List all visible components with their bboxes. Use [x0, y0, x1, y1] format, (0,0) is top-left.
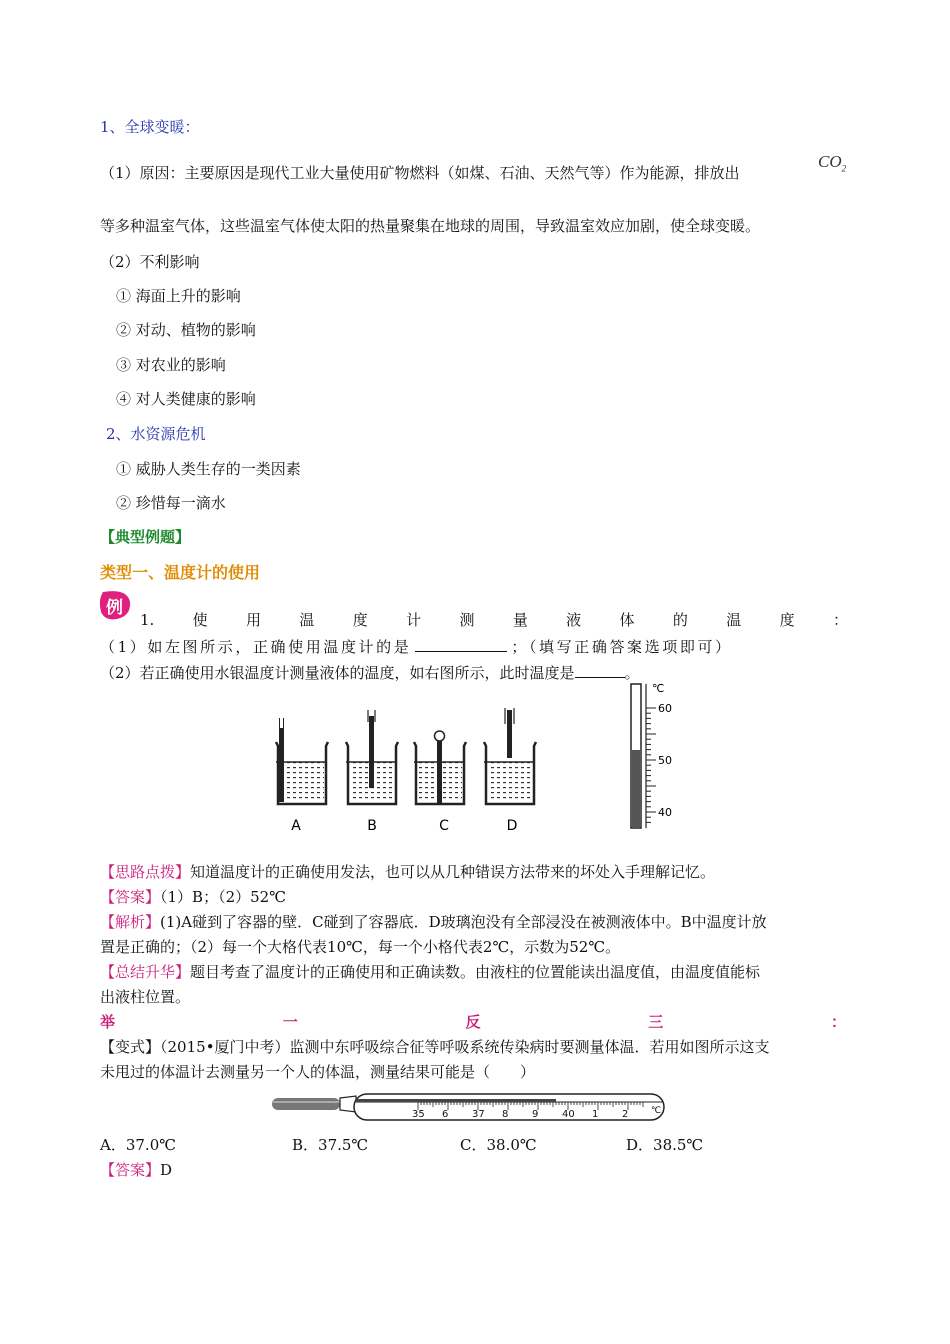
scale-label-40: 40: [658, 806, 672, 819]
variant-title: [100, 1012, 846, 1032]
clin-number: 9: [532, 1109, 539, 1120]
variant-answer-line: [100, 1160, 172, 1180]
scale-unit: ℃: [652, 682, 665, 695]
option-c[interactable]: C．38.0℃: [460, 1136, 537, 1154]
hint-text: 知道温度计的正确使用发法，也可以从几种错误方法带来的坏处入手理解记忆。: [190, 863, 716, 881]
q1-line1-char: 使: [192, 611, 208, 629]
variant-line2: 未甩过的体温计去测量另一个人的体温，测量结果可能是（ ）: [100, 1063, 536, 1081]
summary-text1: 题目考查了温度计的正确使用和正确读数。由液柱的位置能读出温度值，由温度值能标: [190, 963, 761, 981]
answer-label: 【答案】: [100, 888, 161, 906]
type1-title: 类型一、温度计的使用: [100, 563, 261, 582]
analysis-text1: (1)A碰到了容器的壁．C碰到了容器底．D玻璃泡没有全部浸没在被测液体中。B中温度计放: [160, 913, 767, 931]
clin-number: 8: [502, 1109, 509, 1120]
question1-line1: [140, 610, 848, 630]
q1-line1-char: 温: [299, 611, 315, 629]
beaker-b: [346, 710, 398, 804]
variant-title-char: ：: [830, 1013, 846, 1031]
thermometer-c: [437, 736, 442, 804]
examples-title: 【典型例题】: [100, 528, 191, 546]
mercury-column: [632, 750, 640, 828]
variant-title-char: 举: [100, 1013, 116, 1031]
thermometer-a: [279, 718, 284, 802]
variant-answer-label: 【答案】: [100, 1161, 161, 1179]
co2-text: CO: [818, 152, 842, 171]
option-d[interactable]: D．38.5℃: [626, 1136, 704, 1154]
cause-line1: [100, 163, 740, 183]
clin-number: 6: [442, 1109, 449, 1120]
hint-label: 【思路点拨】: [100, 863, 191, 881]
clin-number: 35: [412, 1109, 425, 1120]
variant-label: 【变式】: [100, 1038, 161, 1056]
effect-item: ③ 对农业的影响: [116, 356, 226, 374]
q1-line1-char: 度: [352, 611, 368, 629]
beaker-d: [484, 708, 536, 804]
beaker-label-c: C: [439, 818, 449, 834]
effects-title: （2）不利影响: [100, 253, 200, 271]
mercury-thread: [356, 1099, 556, 1102]
answer-blank-1[interactable]: [415, 637, 507, 652]
thermometer-scale: [618, 680, 698, 830]
q1-line1-char: 的: [672, 611, 688, 629]
variant-answer-text: D: [160, 1161, 173, 1179]
q1-part2-text: （2）若正确使用水银温度计测量液体的温度，如右图所示，此时温度是: [100, 664, 575, 682]
beaker-label-d: D: [506, 818, 518, 834]
beaker-label-b: B: [367, 818, 377, 834]
scale-label-60: 60: [658, 702, 672, 715]
clin-number: 1: [592, 1109, 599, 1120]
analysis-label: 【解析】: [100, 913, 161, 931]
clin-unit: ℃: [651, 1106, 662, 1116]
analysis-line1: [100, 912, 767, 932]
scale-label-50: 50: [658, 754, 672, 767]
q1-line1-char: 液: [566, 611, 582, 629]
variant-line1: [100, 1037, 770, 1057]
answer-text: （1）B；（2）52℃: [160, 888, 286, 906]
example-badge: [97, 588, 133, 622]
section1-heading: 1、全球变暖：: [100, 118, 200, 136]
beaker-label-a: A: [291, 818, 301, 834]
analysis-line2: 置是正确的；（2）每一个大格代表10℃，每一个小格代表2℃，示数为52℃。: [100, 938, 621, 956]
variant-text1: （2015•厦门中考）监测中东呼吸综合征等呼吸系统传染病时要测量体温．若用如图所示这支: [160, 1038, 770, 1056]
q1-line1-char: ：: [832, 611, 848, 629]
thermometer-d: [507, 710, 512, 758]
clin-number: 40: [562, 1109, 575, 1120]
effect-item: ② 对动、植物的影响: [116, 321, 256, 339]
variant-title-char: 反: [465, 1013, 481, 1031]
q1-line1-char: 度: [779, 611, 795, 629]
q1-line1-char: 测: [459, 611, 475, 629]
clinical-thermometer: [268, 1088, 673, 1126]
variant-title-char: 三: [648, 1013, 664, 1031]
hint-line: [100, 862, 715, 882]
cause-text: （1）原因：主要原因是现代工业大量使用矿物燃料（如煤、石油、天然气等）作为能源，排放出: [100, 164, 740, 182]
badge-text: 例: [106, 598, 123, 618]
clin-number: 37: [472, 1109, 485, 1120]
q1-line1-char: 体: [619, 611, 635, 629]
q1-line1-char: 1.: [140, 611, 155, 629]
beaker-c: [414, 731, 466, 804]
effect-item: ④ 对人类健康的影响: [116, 390, 256, 408]
variant-title-char: 一: [282, 1013, 298, 1031]
q1-line1-char: 温: [726, 611, 742, 629]
answer-blank-2[interactable]: [575, 663, 625, 678]
q1-line1-char: 用: [246, 611, 262, 629]
clin-number: 2: [622, 1109, 629, 1120]
q1-part2-end: 。: [624, 664, 640, 682]
q1-part1-hint: ；（填写正确答案选项即可）: [511, 638, 733, 656]
water-item: ① 威胁人类生存的一类因素: [116, 460, 301, 478]
summary-line1: [100, 962, 760, 982]
co2-subscript: 2: [841, 163, 847, 174]
co2-formula: [818, 152, 846, 178]
beaker-a: [276, 718, 328, 804]
option-b[interactable]: B．37.5℃: [292, 1136, 369, 1154]
summary-label: 【总结升华】: [100, 963, 191, 981]
question1-line3: [100, 663, 640, 683]
thermometer-bulb: [272, 1098, 340, 1110]
thermometer-body: [354, 1094, 664, 1120]
water-item: ② 珍惜每一滴水: [116, 494, 226, 512]
cause-line2: 等多种温室气体，这些温室气体使太阳的热量聚集在地球的周围，导致温室效应加剧，使全球变暖。: [100, 217, 761, 235]
q1-line1-char: 量: [512, 611, 528, 629]
answer-line: [100, 887, 286, 907]
beakers-figure: [268, 700, 548, 840]
option-a[interactable]: A．37.0℃: [100, 1136, 177, 1154]
question1-line2: [100, 637, 846, 657]
section2-heading: 2、水资源危机: [106, 425, 206, 443]
effect-item: ① 海面上升的影响: [116, 287, 241, 305]
summary-line2: 出液柱位置。: [100, 988, 191, 1006]
thermometer-b: [369, 716, 374, 788]
q1-line1-char: 计: [406, 611, 422, 629]
q1-part1-text: （1）如左图所示，正确使用温度计的是: [100, 638, 412, 656]
